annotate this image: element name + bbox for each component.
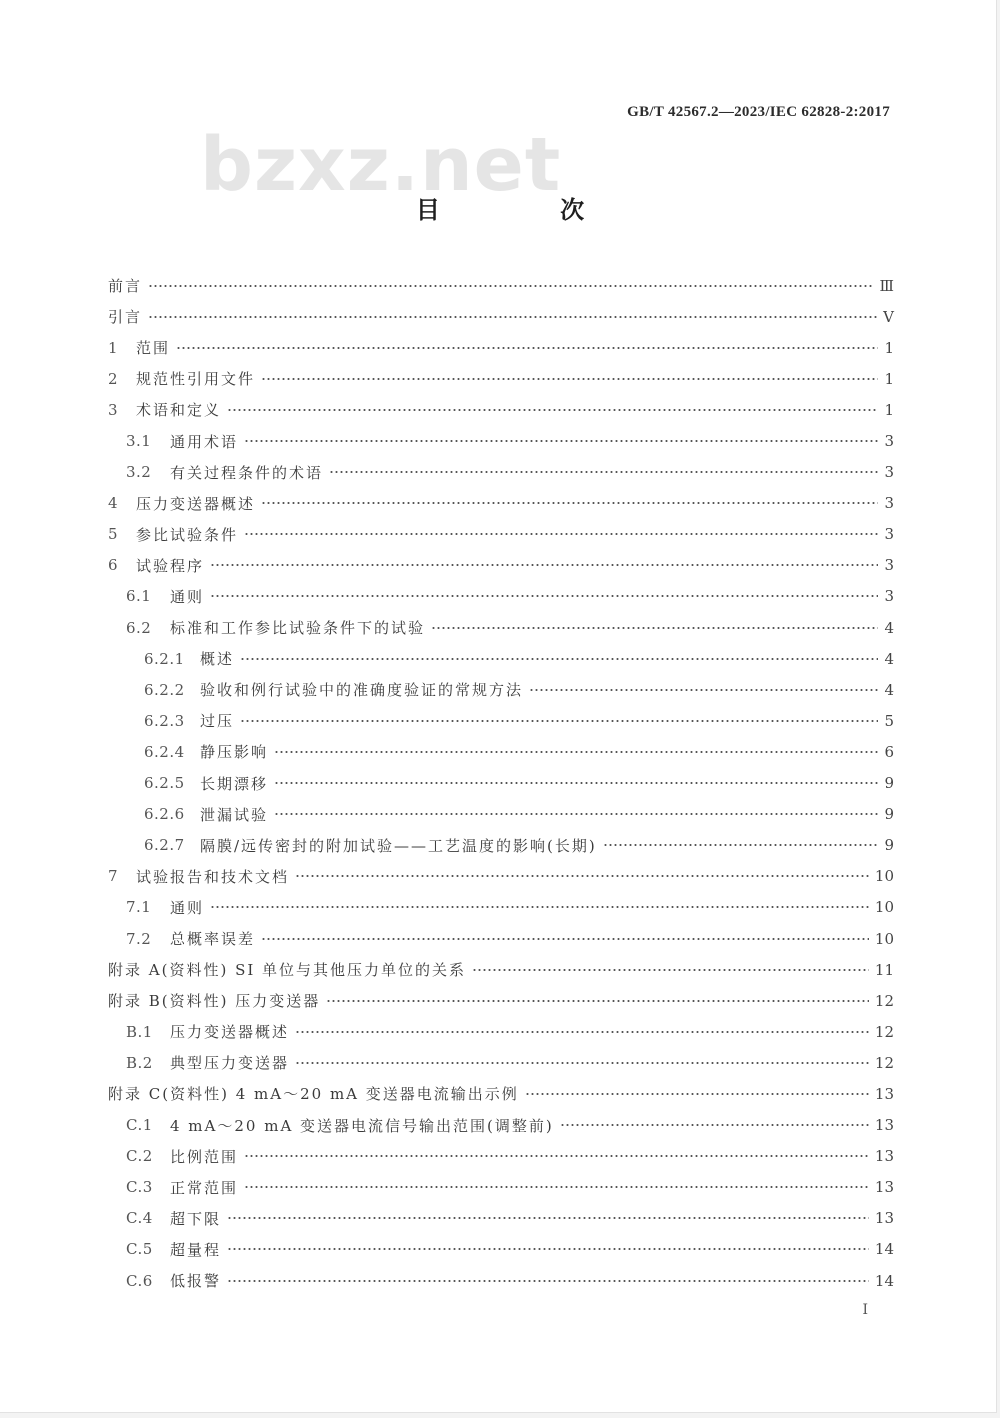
toc-entry-page: 4: [884, 618, 894, 637]
toc-entry-number: 6.1: [126, 587, 152, 606]
toc-entry-label: 引言: [108, 308, 143, 327]
toc-entry-label: 范围: [136, 339, 171, 358]
dot-leader: [227, 1211, 869, 1225]
toc-entry-label: 规范性引用文件: [136, 370, 256, 389]
toc-entry-label: 前言: [108, 277, 143, 296]
toc-entry[interactable]: [108, 270, 894, 301]
toc-entry[interactable]: [108, 643, 894, 674]
toc-entry-label: 低报警: [170, 1272, 222, 1291]
dot-leader: [295, 869, 869, 883]
dot-leader: [240, 714, 878, 728]
dot-leader: [148, 310, 877, 324]
toc-entry-page: 3: [884, 432, 894, 451]
toc-entry-page: 10: [874, 929, 894, 948]
watermark-text: bzxz.net: [200, 122, 562, 208]
toc-entry[interactable]: [108, 892, 894, 923]
toc-entry-page: 3: [884, 525, 894, 544]
toc-entry[interactable]: [108, 861, 894, 892]
toc-entry-page: 9: [884, 774, 894, 793]
toc-entry-page: 3: [884, 463, 894, 482]
toc-entry[interactable]: [108, 301, 894, 332]
toc-entry-number: 4: [108, 494, 119, 513]
toc-entry-label: 概述: [200, 650, 235, 669]
toc-entry-page: 9: [884, 805, 894, 824]
dot-leader: [274, 776, 878, 790]
dot-leader: [261, 372, 878, 386]
dot-leader: [603, 838, 878, 852]
toc-entry-number: 6.2.2: [144, 680, 185, 699]
toc-entry[interactable]: [108, 425, 894, 456]
toc-entry-page: 3: [884, 556, 894, 575]
toc-entry[interactable]: [108, 1141, 894, 1172]
toc-entry-page: 13: [874, 1116, 894, 1135]
toc-entry-label: 验收和例行试验中的准确度验证的常规方法: [200, 681, 524, 700]
toc-entry[interactable]: [108, 923, 894, 954]
toc-entry-number: 7.2: [126, 929, 152, 948]
toc-entry-label: 附录 C(资料性) 4 mA～20 mA 变送器电流输出示例: [108, 1085, 519, 1104]
toc-entry[interactable]: [108, 985, 894, 1016]
toc-entry[interactable]: [108, 799, 894, 830]
toc-entry[interactable]: [108, 1078, 894, 1109]
dot-leader: [529, 683, 878, 697]
toc-entry[interactable]: [108, 457, 894, 488]
toc-entry[interactable]: [108, 1234, 894, 1265]
toc-entry-page: 12: [874, 1053, 894, 1072]
toc-entry-label: 术语和定义: [136, 401, 222, 420]
toc-entry-page: 12: [874, 1022, 894, 1041]
toc-entry[interactable]: [108, 1203, 894, 1234]
dot-leader: [326, 994, 869, 1008]
toc-entry[interactable]: [108, 332, 894, 363]
dot-leader: [240, 652, 878, 666]
toc-entry-page: 13: [874, 1209, 894, 1228]
toc-entry-number: C.2: [126, 1147, 153, 1166]
toc-entry-label: 正常范围: [170, 1178, 239, 1197]
toc-entry-page: 1: [884, 400, 894, 419]
toc-entry-page: 14: [874, 1240, 894, 1259]
toc-entry[interactable]: [108, 550, 894, 581]
dot-leader: [261, 496, 878, 510]
toc-entry-page: 4: [884, 649, 894, 668]
toc-entry-number: 6.2.3: [144, 711, 185, 730]
toc-entry-label: 通则: [170, 898, 205, 917]
toc-entry-number: B.2: [126, 1053, 153, 1072]
toc-entry-label: 过压: [200, 712, 235, 731]
toc-entry-page: 3: [884, 494, 894, 513]
dot-leader: [176, 341, 878, 355]
dot-leader: [525, 1087, 869, 1101]
toc-entry-page: Ⅲ: [879, 276, 894, 295]
toc-entry[interactable]: [108, 519, 894, 550]
toc-entry[interactable]: [108, 363, 894, 394]
toc-entry-label: 长期漂移: [200, 774, 269, 793]
dot-leader: [227, 403, 878, 417]
toc-entry-number: C.5: [126, 1240, 153, 1259]
toc-entry-number: 7.1: [126, 898, 152, 917]
dot-leader: [274, 807, 878, 821]
toc-entry-page: 9: [884, 836, 894, 855]
toc-entry-page: 11: [874, 960, 894, 979]
toc-entry-label: 试验报告和技术文档: [136, 867, 290, 886]
toc-entry-page: 6: [884, 742, 894, 761]
toc-entry-page: 10: [874, 867, 894, 886]
toc-entry-number: C.4: [126, 1209, 153, 1228]
toc-entry[interactable]: [108, 394, 894, 425]
toc-entry-label: 通则: [170, 587, 205, 606]
toc-entry-page: 3: [884, 587, 894, 606]
toc-entry-number: 6: [108, 556, 119, 575]
toc-entry-page: 13: [874, 1178, 894, 1197]
toc-entry-number: 6.2.4: [144, 742, 185, 761]
toc-entry-label: 附录 A(资料性) SI 单位与其他压力单位的关系: [108, 961, 467, 980]
toc-entry-number: 6.2.6: [144, 805, 185, 824]
table-of-contents: [108, 270, 894, 1296]
toc-entry-page: Ⅴ: [883, 307, 894, 326]
toc-entry-page: 5: [884, 711, 894, 730]
toc-entry-number: 3.2: [126, 463, 152, 482]
toc-entry[interactable]: [108, 954, 894, 985]
page-title: 目 次: [415, 196, 641, 224]
toc-entry-number: B.1: [126, 1022, 153, 1041]
toc-entry-page: 4: [884, 680, 894, 699]
toc-entry-label: 有关过程条件的术语: [170, 463, 324, 482]
toc-entry-label: 通用术语: [170, 432, 239, 451]
toc-entry-label: 超下限: [170, 1209, 222, 1228]
dot-leader: [472, 963, 869, 977]
toc-entry-page: 1: [884, 338, 894, 357]
toc-entry[interactable]: [108, 1265, 894, 1296]
toc-entry-label: 压力变送器概述: [136, 494, 256, 513]
page-folio: I: [862, 1302, 868, 1318]
dot-leader: [431, 621, 878, 635]
toc-entry-label: 附录 B(资料性) 压力变送器: [108, 992, 321, 1011]
dot-leader: [244, 527, 878, 541]
dot-leader: [244, 1180, 869, 1194]
toc-entry-page: 13: [874, 1147, 894, 1166]
toc-entry-label: 参比试验条件: [136, 525, 239, 544]
toc-entry-page: 1: [884, 369, 894, 388]
toc-entry-page: 13: [874, 1084, 894, 1103]
toc-entry-label: 超量程: [170, 1240, 222, 1259]
toc-entry[interactable]: [108, 1047, 894, 1078]
dot-leader: [210, 589, 878, 603]
toc-entry-label: 隔膜/远传密封的附加试验——工艺温度的影响(长期): [200, 836, 597, 855]
toc-entry[interactable]: [108, 1172, 894, 1203]
toc-entry-label: 4 mA～20 mA 变送器电流信号输出范围(调整前): [170, 1116, 554, 1135]
toc-entry[interactable]: [108, 768, 894, 799]
toc-entry-number: 5: [108, 525, 119, 544]
dot-leader: [295, 1025, 869, 1039]
dot-leader: [227, 1242, 869, 1256]
toc-entry-label: 标准和工作参比试验条件下的试验: [170, 619, 426, 638]
dot-leader: [244, 1149, 869, 1163]
toc-entry-number: 6.2.5: [144, 774, 185, 793]
toc-entry[interactable]: [108, 674, 894, 705]
toc-entry-number: C.1: [126, 1116, 153, 1135]
dot-leader: [261, 932, 869, 946]
toc-entry[interactable]: [108, 736, 894, 767]
toc-entry-page: 14: [874, 1271, 894, 1290]
toc-entry-label: 比例范围: [170, 1147, 239, 1166]
dot-leader: [244, 434, 878, 448]
toc-entry-number: C.3: [126, 1178, 153, 1197]
toc-entry-number: 6.2.7: [144, 836, 185, 855]
toc-entry[interactable]: [108, 581, 894, 612]
standard-number: GB/T 42567.2—2023/IEC 62828-2:2017: [627, 104, 890, 120]
toc-entry[interactable]: [108, 488, 894, 519]
toc-entry-label: 压力变送器概述: [170, 1023, 290, 1042]
toc-entry-label: 典型压力变送器: [170, 1054, 290, 1073]
dot-leader: [227, 1274, 869, 1288]
toc-entry[interactable]: [108, 705, 894, 736]
toc-entry-number: 3.1: [126, 432, 152, 451]
toc-entry-label: 泄漏试验: [200, 805, 269, 824]
toc-entry-number: C.6: [126, 1271, 153, 1290]
dot-leader: [210, 900, 869, 914]
toc-entry[interactable]: [108, 1110, 894, 1141]
toc-entry[interactable]: [108, 1016, 894, 1047]
toc-entry-number: 6.2: [126, 618, 152, 637]
toc-entry[interactable]: [108, 830, 894, 861]
toc-entry-number: 2: [108, 369, 119, 388]
toc-entry[interactable]: [108, 612, 894, 643]
toc-entry-label: 静压影响: [200, 743, 269, 762]
dot-leader: [148, 279, 874, 293]
toc-entry-page: 12: [874, 991, 894, 1010]
dot-leader: [210, 558, 878, 572]
toc-entry-label: 总概率误差: [170, 930, 256, 949]
toc-entry-label: 试验程序: [136, 556, 205, 575]
dot-leader: [560, 1118, 869, 1132]
dot-leader: [295, 1056, 869, 1070]
toc-entry-number: 1: [108, 338, 119, 357]
toc-entry-number: 7: [108, 867, 119, 886]
dot-leader: [329, 465, 878, 479]
dot-leader: [274, 745, 878, 759]
toc-entry-number: 6.2.1: [144, 649, 185, 668]
toc-entry-page: 10: [874, 898, 894, 917]
toc-entry-number: 3: [108, 400, 119, 419]
